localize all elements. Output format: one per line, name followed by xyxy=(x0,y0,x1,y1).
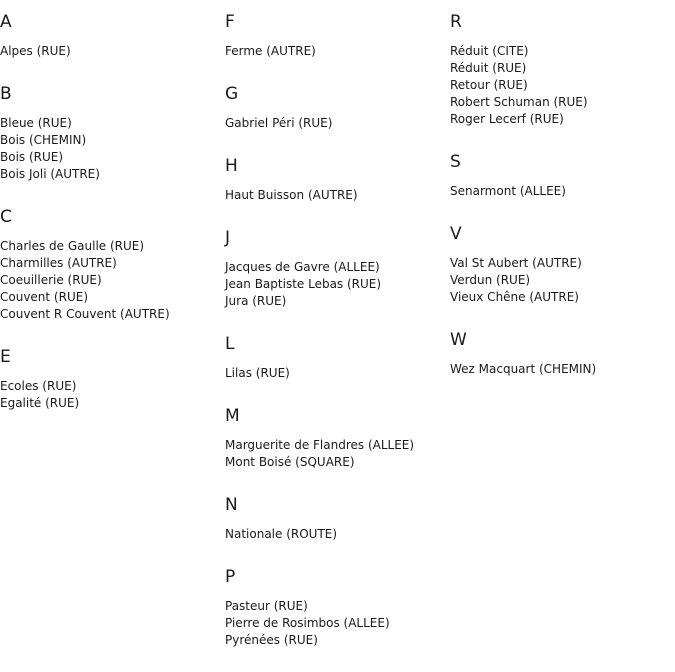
index-column xyxy=(225,11,445,672)
street-list xyxy=(225,598,445,649)
street-list xyxy=(450,255,670,306)
letter-heading: C xyxy=(0,207,12,227)
street-list xyxy=(450,361,670,378)
street-item: Couvent R Couvent (AUTRE) xyxy=(0,307,170,321)
letter-group xyxy=(0,346,220,412)
street-list xyxy=(225,437,445,471)
street-item: Gabriel Péri (RUE) xyxy=(225,116,333,130)
letter-group xyxy=(225,227,445,310)
street-item: Bois (CHEMIN) xyxy=(0,133,87,147)
letter-heading: F xyxy=(225,12,235,32)
letter-heading: A xyxy=(0,12,12,32)
street-list xyxy=(225,115,445,132)
street-item: Charmilles (AUTRE) xyxy=(0,256,117,270)
street-list xyxy=(225,526,445,543)
street-item: Charles de Gaulle (RUE) xyxy=(0,239,145,253)
letter-heading: E xyxy=(0,347,11,367)
street-item: Alpes (RUE) xyxy=(0,44,71,58)
street-list xyxy=(450,183,670,200)
street-list xyxy=(0,115,220,183)
street-item: Bleue (RUE) xyxy=(0,116,72,130)
street-item: Jean Baptiste Lebas (RUE) xyxy=(225,277,382,291)
street-item: Vieux Chêne (AUTRE) xyxy=(450,290,579,304)
street-item: Egalité (RUE) xyxy=(0,396,80,410)
street-item: Retour (RUE) xyxy=(450,78,528,92)
street-item: Bois Joli (AUTRE) xyxy=(0,167,100,181)
street-item: Verdun (RUE) xyxy=(450,273,531,287)
street-list xyxy=(225,43,445,60)
letter-heading: M xyxy=(225,406,240,426)
street-item: Coeuillerie (RUE) xyxy=(0,273,102,287)
letter-group xyxy=(225,83,445,132)
street-item: Val St Aubert (AUTRE) xyxy=(450,256,582,270)
street-item: Marguerite de Flandres (ALLEE) xyxy=(225,438,415,452)
street-item: Pierre de Rosimbos (ALLEE) xyxy=(225,616,390,630)
letter-heading: W xyxy=(450,330,467,350)
letter-group xyxy=(225,155,445,204)
street-item: Roger Lecerf (RUE) xyxy=(450,112,564,126)
letter-group xyxy=(450,11,670,128)
street-list xyxy=(225,259,445,310)
street-item: Pasteur (RUE) xyxy=(225,599,308,613)
street-list xyxy=(0,378,220,412)
letter-heading: L xyxy=(225,334,235,354)
street-item: Ferme (AUTRE) xyxy=(225,44,316,58)
street-item: Bois (RUE) xyxy=(0,150,64,164)
street-item: Pyrénées (RUE) xyxy=(225,633,318,647)
letter-heading: H xyxy=(225,156,238,176)
letter-heading: V xyxy=(450,224,462,244)
street-item: Réduit (CITE) xyxy=(450,44,529,58)
street-item: Wez Macquart (CHEMIN) xyxy=(450,362,597,376)
street-item: Jacques de Gavre (ALLEE) xyxy=(225,260,380,274)
letter-heading: N xyxy=(225,495,238,515)
index-column xyxy=(0,11,220,435)
letter-heading: J xyxy=(225,228,231,248)
street-item: Robert Schuman (RUE) xyxy=(450,95,588,109)
street-list xyxy=(0,238,220,323)
letter-group xyxy=(450,223,670,306)
letter-group xyxy=(0,83,220,183)
street-item: Ecoles (RUE) xyxy=(0,379,77,393)
street-list xyxy=(225,365,445,382)
street-list xyxy=(450,43,670,128)
letter-group xyxy=(225,405,445,471)
letter-heading: B xyxy=(0,84,12,104)
street-item: Jura (RUE) xyxy=(225,294,287,308)
street-item: Lilas (RUE) xyxy=(225,366,290,380)
street-item: Mont Boisé (SQUARE) xyxy=(225,455,355,469)
letter-group xyxy=(0,206,220,323)
letter-heading: R xyxy=(450,12,462,32)
letter-group xyxy=(450,151,670,200)
letter-heading: P xyxy=(225,567,236,587)
letter-group xyxy=(225,494,445,543)
letter-group xyxy=(450,329,670,378)
street-item: Nationale (ROUTE) xyxy=(225,527,338,541)
letter-group xyxy=(225,566,445,649)
street-item: Réduit (RUE) xyxy=(450,61,527,75)
index-column xyxy=(450,11,670,401)
letter-heading: S xyxy=(450,152,461,172)
letter-group xyxy=(225,333,445,382)
street-list xyxy=(225,187,445,204)
street-list xyxy=(0,43,220,60)
letter-group xyxy=(0,11,220,60)
street-item: Couvent (RUE) xyxy=(0,290,89,304)
street-item: Senarmont (ALLEE) xyxy=(450,184,566,198)
letter-heading: G xyxy=(225,84,239,104)
letter-group xyxy=(225,11,445,60)
street-item: Haut Buisson (AUTRE) xyxy=(225,188,358,202)
